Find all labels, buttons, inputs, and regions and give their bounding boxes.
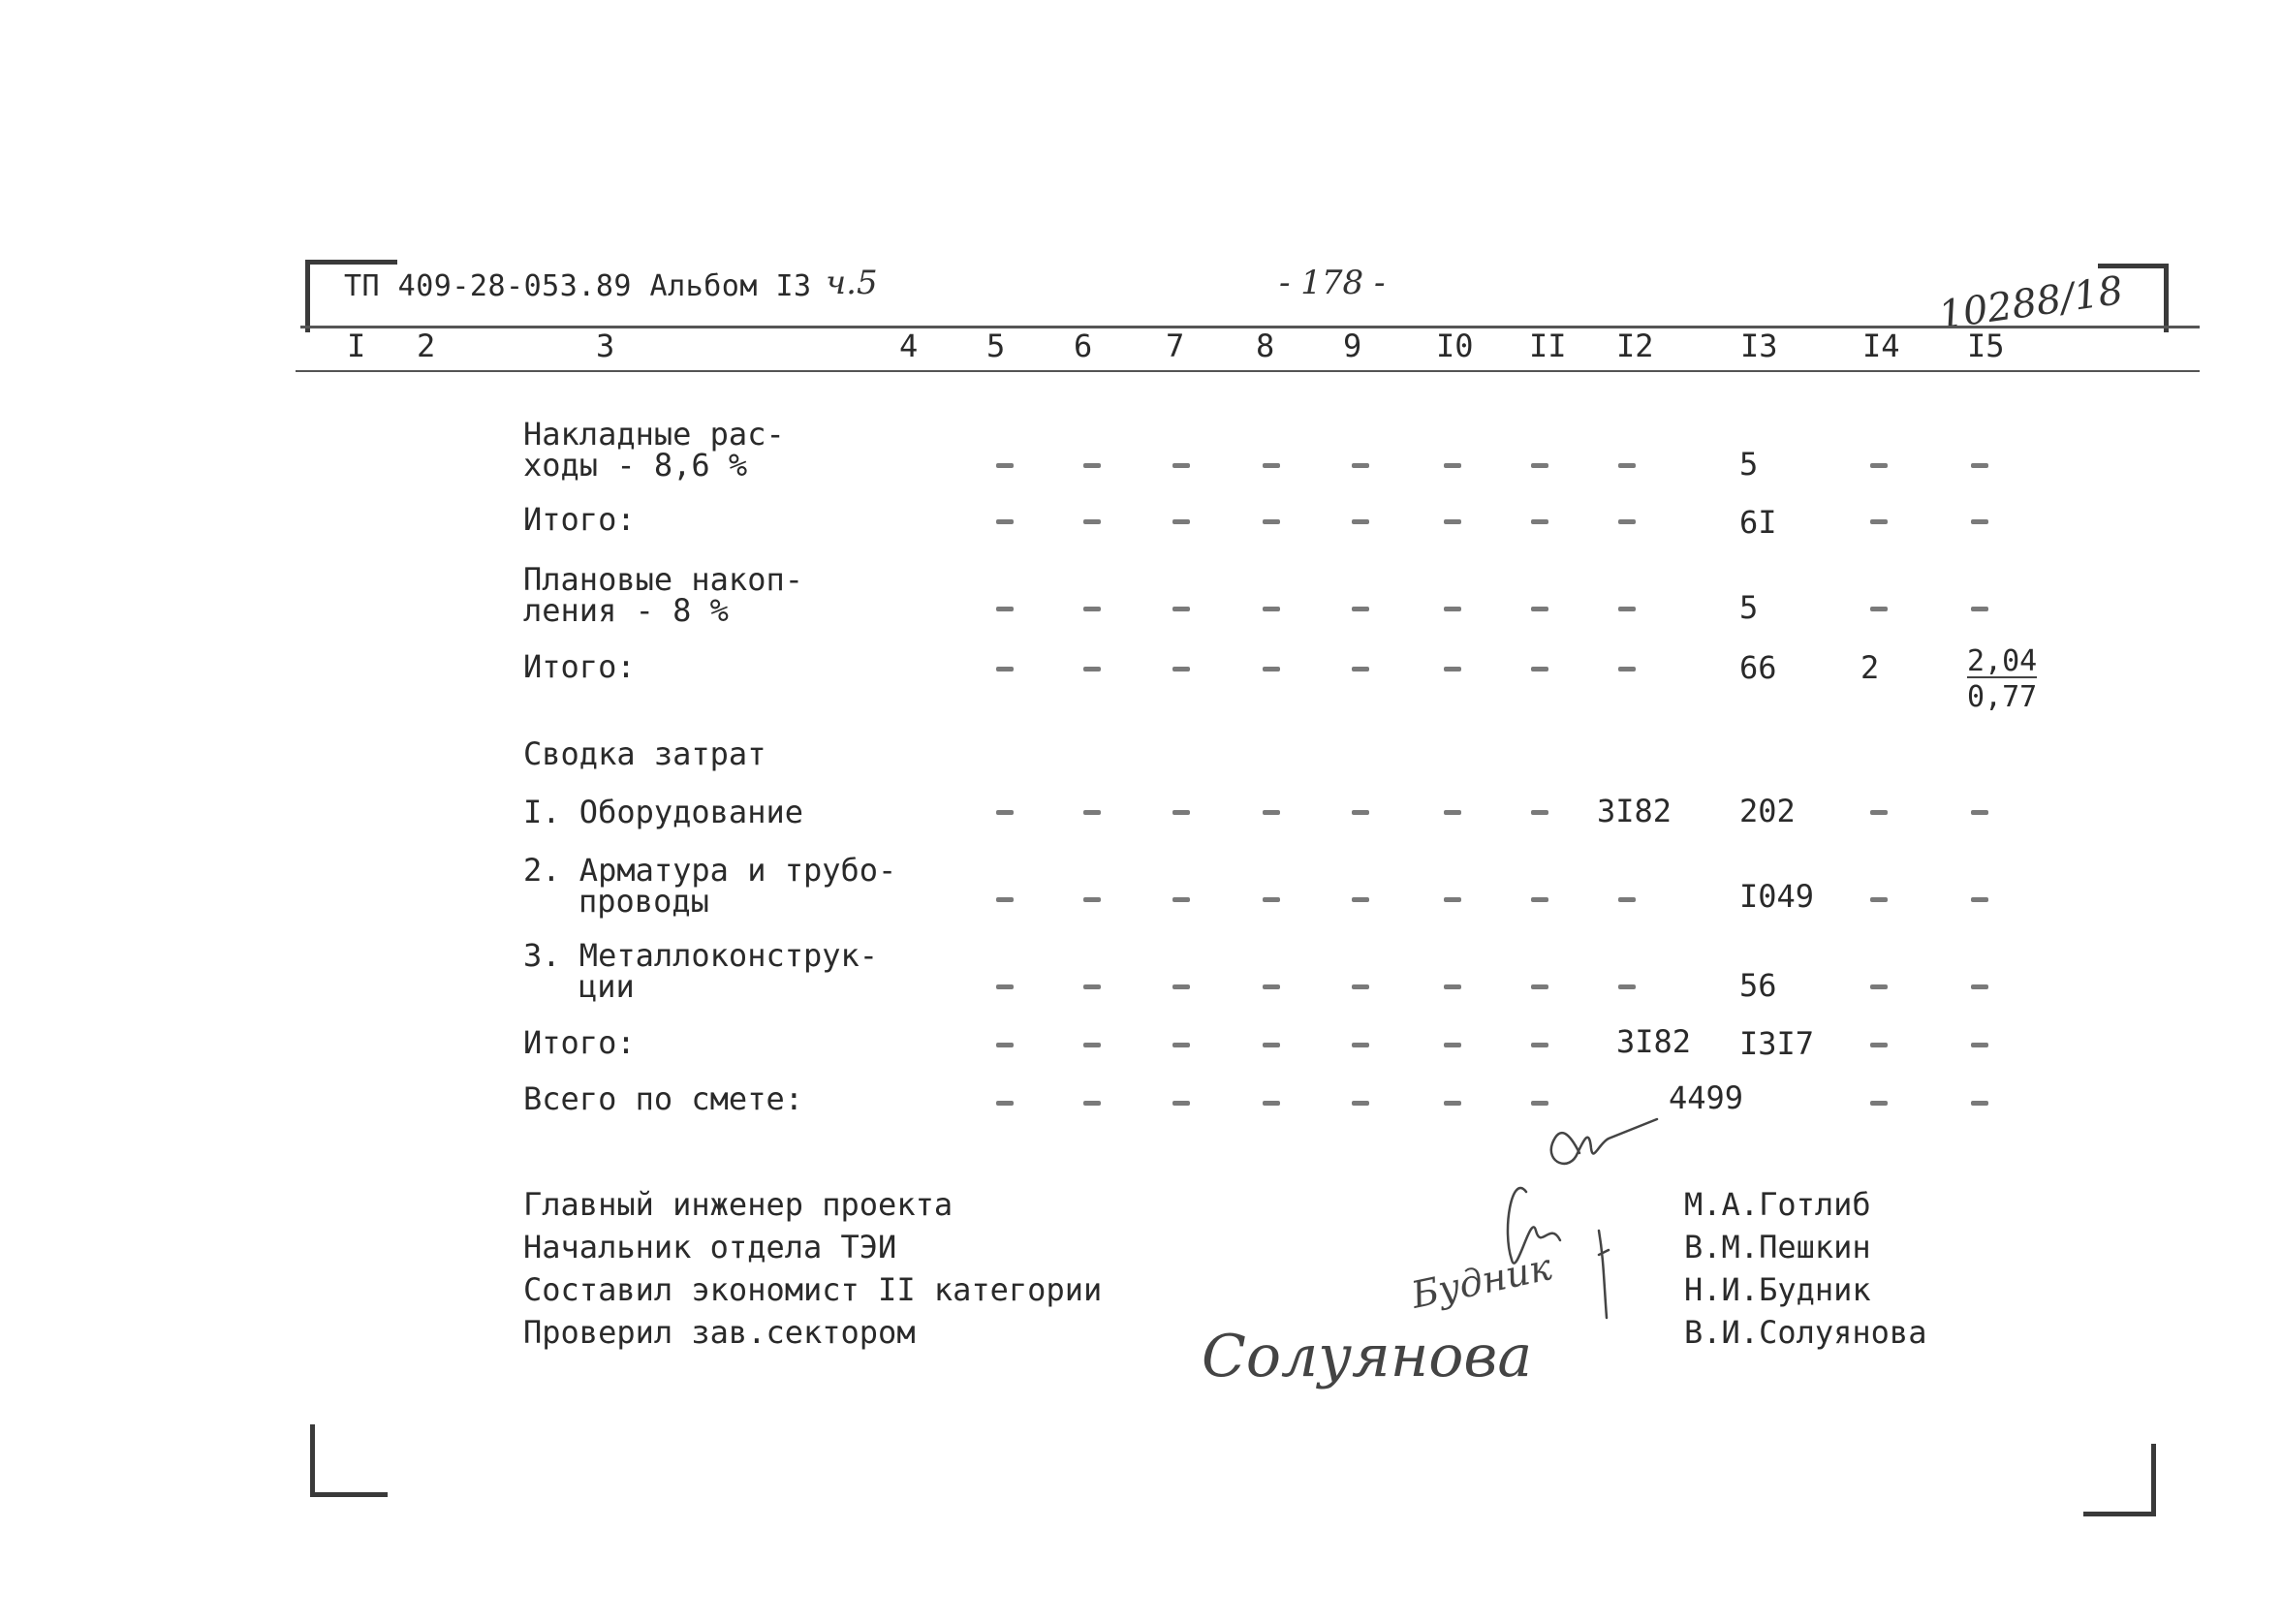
cell-col15-numerator: 2,04: [1967, 644, 2038, 678]
empty-cell-dash: [1531, 519, 1548, 524]
empty-cell-dash: [1870, 519, 1888, 524]
row-label: Итого:: [523, 648, 636, 685]
empty-cell-dash: [1352, 984, 1369, 989]
empty-cell-dash: [996, 1043, 1014, 1047]
column-number: 7: [1166, 328, 1185, 364]
empty-cell-dash: [1971, 1101, 1988, 1106]
cell-col14: 2: [1860, 649, 1880, 686]
row-label: 2. Арматура и трубо- проводы: [523, 852, 897, 920]
soluyanova-handwriting: Солуянова: [1202, 1323, 1533, 1390]
column-number: II: [1529, 328, 1567, 364]
signature-role: Проверил зав.сектором: [523, 1314, 916, 1351]
empty-cell-dash: [1352, 463, 1369, 468]
row-label: 3. Металлоконструк- ции: [523, 937, 879, 1005]
empty-cell-dash: [1083, 667, 1101, 671]
column-number: 6: [1074, 328, 1093, 364]
empty-cell-dash: [1083, 463, 1101, 468]
empty-cell-dash: [1172, 810, 1190, 815]
handwritten-signatures: [1192, 1114, 1696, 1424]
column-number: 4: [899, 328, 919, 364]
empty-cell-dash: [1352, 607, 1369, 611]
empty-cell-dash: [1263, 1043, 1280, 1047]
empty-cell-dash: [1618, 897, 1636, 902]
column-number: 3: [596, 328, 615, 364]
signature-role: Составил экономист II категории: [523, 1271, 1103, 1308]
column-number: 2: [417, 328, 436, 364]
column-number: I5: [1967, 328, 2005, 364]
empty-cell-dash: [1263, 810, 1280, 815]
empty-cell-dash: [1870, 607, 1888, 611]
empty-cell-dash: [1971, 810, 1988, 815]
cell-col13: 5: [1739, 446, 1759, 483]
archive-number: 10288/18: [1935, 267, 2126, 339]
empty-cell-dash: [1263, 667, 1280, 671]
row-label: Накладные рас- ходы - 8,6 %: [523, 416, 785, 484]
empty-cell-dash: [1870, 897, 1888, 902]
empty-cell-dash: [1172, 519, 1190, 524]
empty-cell-dash: [1618, 607, 1636, 611]
empty-cell-dash: [1971, 897, 1988, 902]
empty-cell-dash: [996, 519, 1014, 524]
empty-cell-dash: [1870, 463, 1888, 468]
header-rule-bottom: [296, 370, 2200, 372]
empty-cell-dash: [996, 810, 1014, 815]
row-label: Плановые накоп- ления - 8 %: [523, 561, 803, 629]
empty-cell-dash: [1971, 519, 1988, 524]
document-code: ТП 409-28-053.89 Альбом I3: [344, 269, 812, 303]
signature-role: Главный инженер проекта: [523, 1186, 953, 1223]
empty-cell-dash: [1444, 667, 1461, 671]
column-number: 9: [1343, 328, 1362, 364]
empty-cell-dash: [1531, 810, 1548, 815]
empty-cell-dash: [1870, 810, 1888, 815]
empty-cell-dash: [1172, 607, 1190, 611]
empty-cell-dash: [1263, 897, 1280, 902]
empty-cell-dash: [1083, 897, 1101, 902]
empty-cell-dash: [1172, 897, 1190, 902]
empty-cell-dash: [1531, 897, 1548, 902]
corner-bottom-right: [2083, 1444, 2156, 1516]
empty-cell-dash: [1971, 607, 1988, 611]
column-number: I3: [1740, 328, 1778, 364]
empty-cell-dash: [1263, 607, 1280, 611]
empty-cell-dash: [1444, 810, 1461, 815]
cell-col13: 5: [1739, 589, 1759, 626]
empty-cell-dash: [1263, 1101, 1280, 1106]
part-note: ч.5: [826, 264, 878, 302]
empty-cell-dash: [1971, 463, 1988, 468]
empty-cell-dash: [1618, 463, 1636, 468]
empty-cell-dash: [1444, 897, 1461, 902]
empty-cell-dash: [1531, 984, 1548, 989]
signature-name: М.А.Готлиб: [1684, 1186, 1871, 1223]
cell-col13: I3I7: [1739, 1025, 1815, 1062]
empty-cell-dash: [1352, 667, 1369, 671]
empty-cell-dash: [1083, 1101, 1101, 1106]
empty-cell-dash: [1531, 667, 1548, 671]
empty-cell-dash: [1263, 984, 1280, 989]
empty-cell-dash: [1083, 519, 1101, 524]
empty-cell-dash: [1531, 1101, 1548, 1106]
row-label: I. Оборудование: [523, 794, 803, 830]
empty-cell-dash: [1444, 607, 1461, 611]
page-number: - 178 -: [1279, 264, 1386, 302]
empty-cell-dash: [1083, 810, 1101, 815]
empty-cell-dash: [1352, 1043, 1369, 1047]
empty-cell-dash: [1352, 897, 1369, 902]
empty-cell-dash: [1618, 984, 1636, 989]
empty-cell-dash: [1352, 519, 1369, 524]
cell-col13: 56: [1739, 967, 1777, 1004]
empty-cell-dash: [1531, 1043, 1548, 1047]
empty-cell-dash: [1263, 463, 1280, 468]
empty-cell-dash: [1083, 607, 1101, 611]
empty-cell-dash: [1083, 1043, 1101, 1047]
column-number: 8: [1256, 328, 1275, 364]
empty-cell-dash: [1444, 463, 1461, 468]
signature-name: Н.И.Будник: [1684, 1271, 1871, 1308]
empty-cell-dash: [1618, 667, 1636, 671]
empty-cell-dash: [1531, 463, 1548, 468]
empty-cell-dash: [1263, 519, 1280, 524]
empty-cell-dash: [996, 667, 1014, 671]
empty-cell-dash: [1444, 1101, 1461, 1106]
signature-name: В.М.Пешкин: [1684, 1229, 1871, 1265]
empty-cell-dash: [1352, 810, 1369, 815]
empty-cell-dash: [1083, 984, 1101, 989]
row-label: Итого:: [523, 501, 636, 538]
cell-col12: 3I82: [1616, 1023, 1692, 1060]
empty-cell-dash: [1444, 519, 1461, 524]
empty-cell-dash: [1971, 1043, 1988, 1047]
signature-name: В.И.Солуянова: [1684, 1314, 1927, 1351]
signature-role: Начальник отдела ТЭИ: [523, 1229, 897, 1265]
row-label: Всего по смете:: [523, 1080, 803, 1117]
empty-cell-dash: [996, 897, 1014, 902]
cell-col13: 66: [1739, 649, 1777, 686]
section-heading: Сводка затрат: [523, 735, 766, 772]
column-number: I0: [1436, 328, 1474, 364]
cell-col13: I049: [1739, 878, 1815, 915]
grand-total: 4499: [1669, 1079, 1744, 1116]
empty-cell-dash: [1444, 1043, 1461, 1047]
empty-cell-dash: [996, 607, 1014, 611]
corner-bottom-left: [310, 1424, 388, 1497]
empty-cell-dash: [1172, 1101, 1190, 1106]
empty-cell-dash: [1971, 984, 1988, 989]
empty-cell-dash: [1172, 463, 1190, 468]
empty-cell-dash: [996, 1101, 1014, 1106]
cell-col15-denominator: 0,77: [1967, 680, 2038, 714]
cell-col13: 202: [1739, 793, 1796, 829]
empty-cell-dash: [1870, 1043, 1888, 1047]
empty-cell-dash: [1172, 1043, 1190, 1047]
empty-cell-dash: [1870, 984, 1888, 989]
column-number: I4: [1862, 328, 1900, 364]
column-number: I: [347, 328, 366, 364]
empty-cell-dash: [1352, 1101, 1369, 1106]
column-number: 5: [986, 328, 1006, 364]
row-label: Итого:: [523, 1024, 636, 1061]
empty-cell-dash: [1172, 667, 1190, 671]
budnik-handwriting: Будник: [1407, 1245, 1555, 1317]
empty-cell-dash: [1618, 519, 1636, 524]
empty-cell-dash: [1870, 1101, 1888, 1106]
cell-col12: 3I82: [1597, 793, 1672, 829]
empty-cell-dash: [1444, 984, 1461, 989]
empty-cell-dash: [1172, 984, 1190, 989]
column-number: I2: [1616, 328, 1654, 364]
header-rule-top: [300, 326, 2200, 328]
empty-cell-dash: [996, 463, 1014, 468]
cell-col13: 6I: [1739, 504, 1777, 541]
empty-cell-dash: [1531, 607, 1548, 611]
empty-cell-dash: [996, 984, 1014, 989]
